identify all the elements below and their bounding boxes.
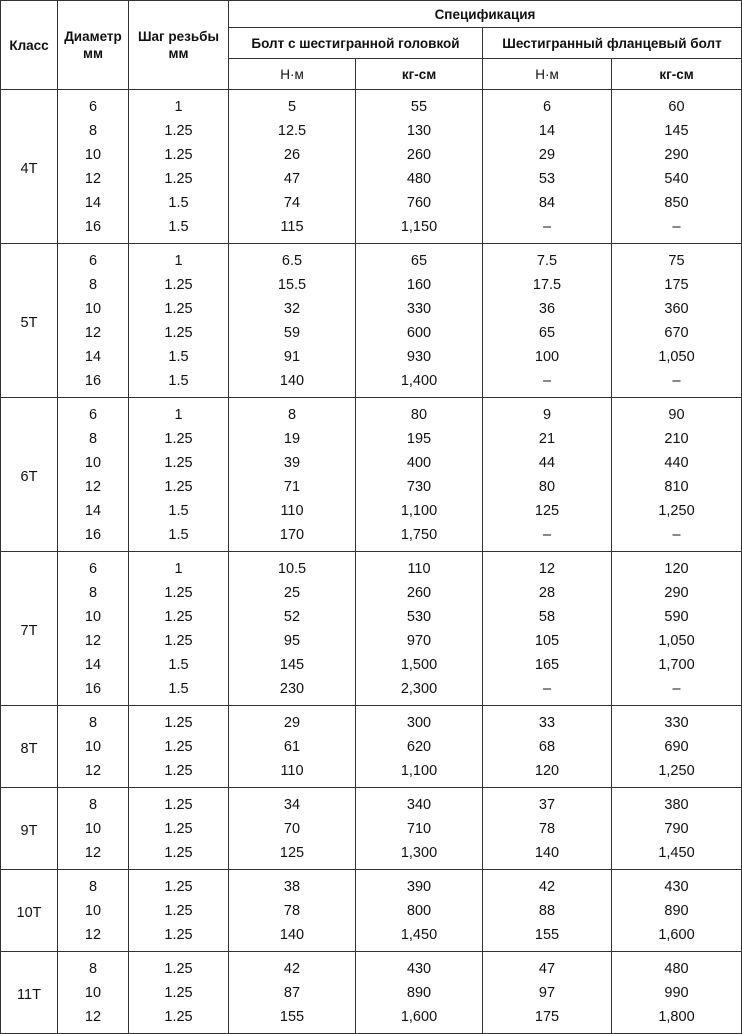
flange-kgcm-cell: – <box>612 523 742 552</box>
header-hex-head-bolt: Болт с шестигранной головкой <box>229 28 483 59</box>
table-row <box>1 345 742 369</box>
table-row <box>1 119 742 143</box>
flange-kgcm-cell: 60 <box>612 90 742 120</box>
hex-head-nm-cell: 230 <box>229 677 356 706</box>
flange-kgcm-cell: 1,250 <box>612 499 742 523</box>
hex-head-kgcm-cell: 970 <box>356 629 483 653</box>
diameter-cell: 8 <box>58 706 129 736</box>
pitch-cell: 1.25 <box>129 706 229 736</box>
pitch-cell: 1.25 <box>129 119 229 143</box>
diameter-cell: 8 <box>58 952 129 982</box>
flange-kgcm-cell: 290 <box>612 581 742 605</box>
hex-head-nm-cell: 59 <box>229 321 356 345</box>
hex-head-kgcm-cell: 710 <box>356 817 483 841</box>
hex-head-kgcm-cell: 400 <box>356 451 483 475</box>
pitch-cell: 1.25 <box>129 297 229 321</box>
hex-head-nm-cell: 61 <box>229 735 356 759</box>
hex-head-kgcm-cell: 430 <box>356 952 483 982</box>
header-unit-nm: Н·м <box>483 59 612 90</box>
diameter-cell: 12 <box>58 167 129 191</box>
header-class: Класс <box>1 1 58 90</box>
hex-head-kgcm-cell: 620 <box>356 735 483 759</box>
hex-head-nm-cell: 15.5 <box>229 273 356 297</box>
pitch-cell: 1 <box>129 244 229 274</box>
table-row <box>1 653 742 677</box>
flange-nm-cell: 9 <box>483 398 612 428</box>
flange-nm-cell: – <box>483 369 612 398</box>
pitch-cell: 1.25 <box>129 841 229 870</box>
table-row <box>1 952 742 982</box>
table-row <box>1 273 742 297</box>
table-row <box>1 759 742 788</box>
flange-nm-cell: 105 <box>483 629 612 653</box>
flange-kgcm-cell: 1,050 <box>612 345 742 369</box>
class-cell: 6T <box>1 398 58 552</box>
class-cell: 9T <box>1 788 58 870</box>
hex-head-kgcm-cell: 160 <box>356 273 483 297</box>
pitch-cell: 1.25 <box>129 759 229 788</box>
pitch-cell: 1.5 <box>129 191 229 215</box>
diameter-cell: 8 <box>58 119 129 143</box>
pitch-cell: 1.25 <box>129 923 229 952</box>
flange-kgcm-cell: 1,250 <box>612 759 742 788</box>
pitch-cell: 1.5 <box>129 499 229 523</box>
flange-kgcm-cell: 810 <box>612 475 742 499</box>
table-row <box>1 788 742 818</box>
pitch-cell: 1.25 <box>129 605 229 629</box>
diameter-cell: 14 <box>58 345 129 369</box>
diameter-cell: 10 <box>58 451 129 475</box>
hex-head-nm-cell: 87 <box>229 981 356 1005</box>
flange-kgcm-cell: 440 <box>612 451 742 475</box>
pitch-cell: 1 <box>129 90 229 120</box>
table-row <box>1 981 742 1005</box>
flange-nm-cell: 21 <box>483 427 612 451</box>
hex-head-kgcm-cell: 890 <box>356 981 483 1005</box>
hex-head-nm-cell: 42 <box>229 952 356 982</box>
flange-nm-cell: 36 <box>483 297 612 321</box>
hex-head-kgcm-cell: 530 <box>356 605 483 629</box>
hex-head-kgcm-cell: 330 <box>356 297 483 321</box>
pitch-cell: 1.25 <box>129 629 229 653</box>
diameter-cell: 10 <box>58 143 129 167</box>
pitch-cell: 1.25 <box>129 475 229 499</box>
flange-kgcm-cell: 75 <box>612 244 742 274</box>
flange-nm-cell: 17.5 <box>483 273 612 297</box>
diameter-cell: 12 <box>58 923 129 952</box>
hex-head-nm-cell: 52 <box>229 605 356 629</box>
flange-nm-cell: 12 <box>483 552 612 582</box>
flange-kgcm-cell: 210 <box>612 427 742 451</box>
diameter-cell: 16 <box>58 677 129 706</box>
diameter-cell: 6 <box>58 398 129 428</box>
diameter-cell: 6 <box>58 552 129 582</box>
flange-nm-cell: – <box>483 677 612 706</box>
hex-head-nm-cell: 70 <box>229 817 356 841</box>
diameter-cell: 8 <box>58 788 129 818</box>
pitch-cell: 1.5 <box>129 523 229 552</box>
table-row <box>1 167 742 191</box>
table-row <box>1 899 742 923</box>
diameter-cell: 10 <box>58 817 129 841</box>
flange-kgcm-cell: 990 <box>612 981 742 1005</box>
table-row <box>1 215 742 244</box>
table-row <box>1 581 742 605</box>
flange-nm-cell: 100 <box>483 345 612 369</box>
diameter-cell: 16 <box>58 215 129 244</box>
flange-nm-cell: 42 <box>483 870 612 900</box>
hex-head-kgcm-cell: 80 <box>356 398 483 428</box>
flange-nm-cell: 53 <box>483 167 612 191</box>
diameter-cell: 12 <box>58 759 129 788</box>
flange-kgcm-cell: 120 <box>612 552 742 582</box>
flange-nm-cell: 80 <box>483 475 612 499</box>
diameter-cell: 12 <box>58 321 129 345</box>
table-row <box>1 870 742 900</box>
class-cell: 4T <box>1 90 58 244</box>
flange-kgcm-cell: 1,600 <box>612 923 742 952</box>
table-row <box>1 427 742 451</box>
hex-head-nm-cell: 34 <box>229 788 356 818</box>
hex-head-nm-cell: 140 <box>229 369 356 398</box>
hex-head-kgcm-cell: 930 <box>356 345 483 369</box>
flange-nm-cell: – <box>483 215 612 244</box>
hex-head-kgcm-cell: 2,300 <box>356 677 483 706</box>
diameter-cell: 16 <box>58 369 129 398</box>
table-row <box>1 90 742 120</box>
diameter-cell: 12 <box>58 629 129 653</box>
diameter-cell: 8 <box>58 870 129 900</box>
header-unit-nm: Н·м <box>229 59 356 90</box>
table-row <box>1 552 742 582</box>
diameter-cell: 6 <box>58 244 129 274</box>
flange-nm-cell: 97 <box>483 981 612 1005</box>
pitch-cell: 1.25 <box>129 735 229 759</box>
table-row <box>1 629 742 653</box>
diameter-cell: 10 <box>58 605 129 629</box>
flange-nm-cell: 7.5 <box>483 244 612 274</box>
pitch-cell: 1.5 <box>129 369 229 398</box>
flange-kgcm-cell: 90 <box>612 398 742 428</box>
diameter-cell: 10 <box>58 981 129 1005</box>
table-row <box>1 143 742 167</box>
flange-nm-cell: 33 <box>483 706 612 736</box>
hex-head-nm-cell: 29 <box>229 706 356 736</box>
hex-head-kgcm-cell: 1,100 <box>356 499 483 523</box>
hex-head-nm-cell: 19 <box>229 427 356 451</box>
hex-head-kgcm-cell: 260 <box>356 143 483 167</box>
pitch-cell: 1.25 <box>129 451 229 475</box>
table-row <box>1 677 742 706</box>
flange-nm-cell: 120 <box>483 759 612 788</box>
hex-head-nm-cell: 115 <box>229 215 356 244</box>
flange-kgcm-cell: 890 <box>612 899 742 923</box>
flange-kgcm-cell: 380 <box>612 788 742 818</box>
hex-head-kgcm-cell: 55 <box>356 90 483 120</box>
flange-nm-cell: 6 <box>483 90 612 120</box>
flange-nm-cell: 14 <box>483 119 612 143</box>
diameter-cell: 10 <box>58 735 129 759</box>
diameter-cell: 12 <box>58 475 129 499</box>
hex-head-kgcm-cell: 800 <box>356 899 483 923</box>
hex-head-kgcm-cell: 260 <box>356 581 483 605</box>
pitch-cell: 1.25 <box>129 817 229 841</box>
header-hex-flange-bolt: Шестигранный фланцевый болт <box>483 28 742 59</box>
pitch-cell: 1.25 <box>129 1005 229 1034</box>
flange-nm-cell: 140 <box>483 841 612 870</box>
flange-kgcm-cell: 175 <box>612 273 742 297</box>
hex-head-kgcm-cell: 1,500 <box>356 653 483 677</box>
hex-head-kgcm-cell: 1,400 <box>356 369 483 398</box>
flange-nm-cell: 29 <box>483 143 612 167</box>
flange-kgcm-cell: 850 <box>612 191 742 215</box>
hex-head-nm-cell: 47 <box>229 167 356 191</box>
hex-head-nm-cell: 170 <box>229 523 356 552</box>
flange-kgcm-cell: – <box>612 677 742 706</box>
diameter-cell: 8 <box>58 581 129 605</box>
hex-head-nm-cell: 140 <box>229 923 356 952</box>
flange-nm-cell: 28 <box>483 581 612 605</box>
hex-head-kgcm-cell: 1,600 <box>356 1005 483 1034</box>
hex-head-kgcm-cell: 1,100 <box>356 759 483 788</box>
table-row <box>1 523 742 552</box>
hex-head-nm-cell: 38 <box>229 870 356 900</box>
flange-kgcm-cell: 145 <box>612 119 742 143</box>
hex-head-kgcm-cell: 340 <box>356 788 483 818</box>
class-cell: 10T <box>1 870 58 952</box>
flange-nm-cell: 165 <box>483 653 612 677</box>
hex-head-nm-cell: 12.5 <box>229 119 356 143</box>
flange-nm-cell: 84 <box>483 191 612 215</box>
pitch-cell: 1.5 <box>129 215 229 244</box>
pitch-cell: 1.25 <box>129 581 229 605</box>
table-row <box>1 475 742 499</box>
hex-head-nm-cell: 8 <box>229 398 356 428</box>
header-unit-kgcm: кг-см <box>612 59 742 90</box>
flange-nm-cell: – <box>483 523 612 552</box>
pitch-cell: 1.25 <box>129 273 229 297</box>
diameter-cell: 14 <box>58 499 129 523</box>
hex-head-nm-cell: 6.5 <box>229 244 356 274</box>
hex-head-nm-cell: 155 <box>229 1005 356 1034</box>
table-row <box>1 321 742 345</box>
hex-head-nm-cell: 145 <box>229 653 356 677</box>
flange-nm-cell: 65 <box>483 321 612 345</box>
hex-head-kgcm-cell: 730 <box>356 475 483 499</box>
hex-head-kgcm-cell: 65 <box>356 244 483 274</box>
hex-head-kgcm-cell: 300 <box>356 706 483 736</box>
header-specification: Спецификация <box>229 1 742 28</box>
pitch-cell: 1.25 <box>129 952 229 982</box>
flange-kgcm-cell: – <box>612 215 742 244</box>
hex-head-kgcm-cell: 130 <box>356 119 483 143</box>
hex-head-kgcm-cell: 1,450 <box>356 923 483 952</box>
diameter-cell: 10 <box>58 899 129 923</box>
pitch-cell: 1.5 <box>129 653 229 677</box>
flange-nm-cell: 88 <box>483 899 612 923</box>
diameter-cell: 12 <box>58 1005 129 1034</box>
table-row <box>1 841 742 870</box>
flange-kgcm-cell: 430 <box>612 870 742 900</box>
hex-head-nm-cell: 10.5 <box>229 552 356 582</box>
header-pitch: Шаг резьбы мм <box>129 1 229 90</box>
hex-head-nm-cell: 125 <box>229 841 356 870</box>
flange-kgcm-cell: – <box>612 369 742 398</box>
pitch-cell: 1.25 <box>129 167 229 191</box>
table-row <box>1 706 742 736</box>
flange-nm-cell: 155 <box>483 923 612 952</box>
hex-head-nm-cell: 78 <box>229 899 356 923</box>
diameter-cell: 16 <box>58 523 129 552</box>
table-row <box>1 451 742 475</box>
header-diameter: Диаметр мм <box>58 1 129 90</box>
pitch-cell: 1.5 <box>129 345 229 369</box>
flange-kgcm-cell: 290 <box>612 143 742 167</box>
flange-nm-cell: 78 <box>483 817 612 841</box>
hex-head-kgcm-cell: 1,300 <box>356 841 483 870</box>
pitch-cell: 1.25 <box>129 321 229 345</box>
diameter-cell: 14 <box>58 191 129 215</box>
table-row <box>1 297 742 321</box>
pitch-cell: 1.25 <box>129 788 229 818</box>
class-cell: 11T <box>1 952 58 1034</box>
table-row <box>1 735 742 759</box>
diameter-cell: 8 <box>58 427 129 451</box>
table-row <box>1 244 742 274</box>
pitch-cell: 1 <box>129 552 229 582</box>
hex-head-nm-cell: 74 <box>229 191 356 215</box>
pitch-cell: 1.5 <box>129 677 229 706</box>
flange-nm-cell: 125 <box>483 499 612 523</box>
flange-kgcm-cell: 1,450 <box>612 841 742 870</box>
table-row <box>1 191 742 215</box>
flange-kgcm-cell: 670 <box>612 321 742 345</box>
flange-kgcm-cell: 790 <box>612 817 742 841</box>
flange-kgcm-cell: 590 <box>612 605 742 629</box>
hex-head-nm-cell: 71 <box>229 475 356 499</box>
flange-nm-cell: 58 <box>483 605 612 629</box>
table-row <box>1 1005 742 1034</box>
flange-kgcm-cell: 540 <box>612 167 742 191</box>
flange-kgcm-cell: 480 <box>612 952 742 982</box>
table-row <box>1 499 742 523</box>
hex-head-kgcm-cell: 1,750 <box>356 523 483 552</box>
pitch-cell: 1.25 <box>129 143 229 167</box>
table-header <box>1 1 742 90</box>
table-row <box>1 369 742 398</box>
diameter-cell: 10 <box>58 297 129 321</box>
flange-nm-cell: 37 <box>483 788 612 818</box>
pitch-cell: 1 <box>129 398 229 428</box>
flange-kgcm-cell: 1,800 <box>612 1005 742 1034</box>
class-cell: 8T <box>1 706 58 788</box>
hex-head-nm-cell: 95 <box>229 629 356 653</box>
hex-head-nm-cell: 5 <box>229 90 356 120</box>
header-unit-kgcm: кг-см <box>356 59 483 90</box>
hex-head-kgcm-cell: 110 <box>356 552 483 582</box>
flange-kgcm-cell: 360 <box>612 297 742 321</box>
table-row <box>1 817 742 841</box>
hex-head-kgcm-cell: 480 <box>356 167 483 191</box>
table-row <box>1 923 742 952</box>
flange-nm-cell: 175 <box>483 1005 612 1034</box>
table-body <box>1 90 742 1034</box>
class-cell: 5T <box>1 244 58 398</box>
hex-head-kgcm-cell: 1,150 <box>356 215 483 244</box>
hex-head-kgcm-cell: 760 <box>356 191 483 215</box>
diameter-cell: 14 <box>58 653 129 677</box>
hex-head-kgcm-cell: 600 <box>356 321 483 345</box>
class-cell: 7T <box>1 552 58 706</box>
hex-head-nm-cell: 25 <box>229 581 356 605</box>
hex-head-nm-cell: 110 <box>229 759 356 788</box>
flange-nm-cell: 68 <box>483 735 612 759</box>
diameter-cell: 8 <box>58 273 129 297</box>
hex-head-nm-cell: 110 <box>229 499 356 523</box>
flange-nm-cell: 47 <box>483 952 612 982</box>
flange-kgcm-cell: 690 <box>612 735 742 759</box>
pitch-cell: 1.25 <box>129 981 229 1005</box>
pitch-cell: 1.25 <box>129 870 229 900</box>
pitch-cell: 1.25 <box>129 427 229 451</box>
table-row <box>1 605 742 629</box>
hex-head-kgcm-cell: 390 <box>356 870 483 900</box>
flange-kgcm-cell: 1,050 <box>612 629 742 653</box>
flange-kgcm-cell: 1,700 <box>612 653 742 677</box>
pitch-cell: 1.25 <box>129 899 229 923</box>
hex-head-nm-cell: 91 <box>229 345 356 369</box>
diameter-cell: 12 <box>58 841 129 870</box>
hex-head-nm-cell: 32 <box>229 297 356 321</box>
hex-head-nm-cell: 26 <box>229 143 356 167</box>
flange-nm-cell: 44 <box>483 451 612 475</box>
diameter-cell: 6 <box>58 90 129 120</box>
flange-kgcm-cell: 330 <box>612 706 742 736</box>
hex-head-nm-cell: 39 <box>229 451 356 475</box>
table-row <box>1 398 742 428</box>
hex-head-kgcm-cell: 195 <box>356 427 483 451</box>
